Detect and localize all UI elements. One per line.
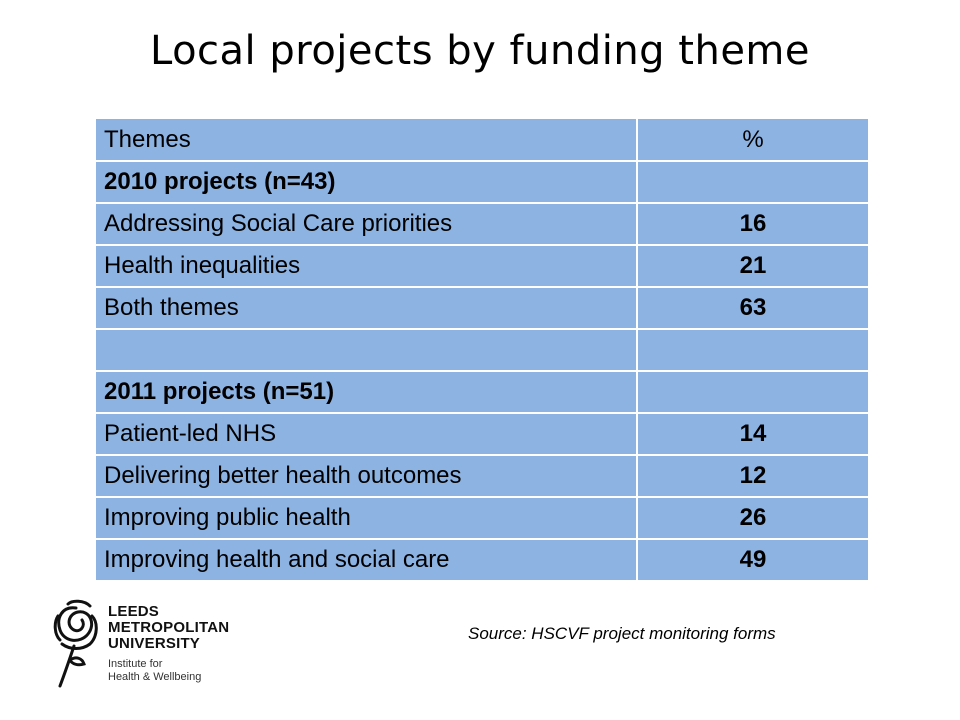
- percent-cell: [637, 329, 869, 371]
- theme-cell: 2010 projects (n=43): [95, 161, 637, 203]
- table-header-row: [95, 118, 869, 161]
- theme-table: [94, 117, 870, 582]
- logo-sub-health: Health & Wellbeing: [108, 671, 202, 683]
- table-row: [95, 161, 869, 203]
- theme-cell: Patient-led NHS: [95, 413, 637, 455]
- percent-cell: 26: [637, 497, 869, 539]
- logo-sub-institute: Institute for: [108, 658, 163, 670]
- percent-cell: [637, 161, 869, 203]
- percent-cell: [637, 371, 869, 413]
- logo-line-university: UNIVERSITY: [108, 635, 201, 652]
- header-cell-themes: Themes: [95, 118, 637, 161]
- theme-cell: [95, 329, 637, 371]
- table-row: [95, 287, 869, 329]
- percent-cell: 49: [637, 539, 869, 581]
- table-row: [95, 539, 869, 581]
- table-row: [95, 203, 869, 245]
- table-row-spacer: [95, 329, 869, 371]
- percent-cell: 14: [637, 413, 869, 455]
- table-row: [95, 245, 869, 287]
- logo-line-metropolitan: METROPOLITAN: [108, 619, 230, 636]
- slide-title: Local projects by funding theme: [149, 28, 810, 74]
- theme-cell: Improving public health: [95, 497, 637, 539]
- source-note: Source: HSCVF project monitoring forms: [468, 624, 776, 643]
- theme-cell: Addressing Social Care priorities: [95, 203, 637, 245]
- percent-cell: 21: [637, 245, 869, 287]
- table-row: [95, 413, 869, 455]
- theme-cell: 2011 projects (n=51): [95, 371, 637, 413]
- table-row: [95, 371, 869, 413]
- theme-cell: Improving health and social care: [95, 539, 637, 581]
- table-row: [95, 455, 869, 497]
- header-cell-percent: %: [637, 118, 869, 161]
- logo-line-leeds: LEEDS: [108, 603, 160, 620]
- percent-cell: 16: [637, 203, 869, 245]
- rose-emblem-icon: [50, 598, 102, 690]
- theme-cell: Health inequalities: [95, 245, 637, 287]
- theme-cell: Both themes: [95, 287, 637, 329]
- percent-cell: 63: [637, 287, 869, 329]
- table-row: [95, 497, 869, 539]
- university-logo: [50, 598, 270, 690]
- percent-cell: 12: [637, 455, 869, 497]
- theme-cell: Delivering better health outcomes: [95, 455, 637, 497]
- logo-text: [108, 604, 229, 684]
